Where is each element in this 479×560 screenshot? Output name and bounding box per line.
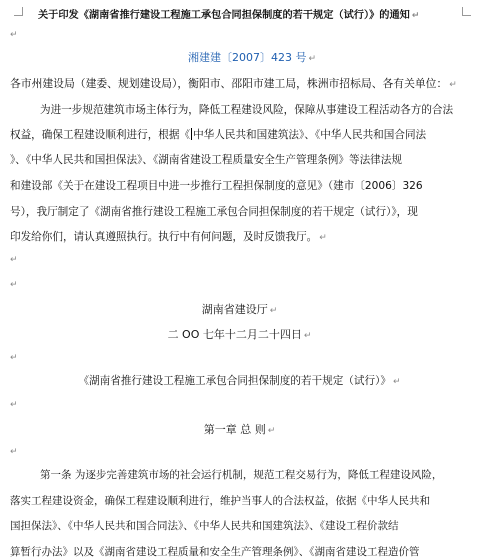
issuer: 湖南省建设厅 ↵ (201, 303, 278, 316)
document-title: 关于印发《湖南省推行建设工程施工承包合同担保制度的若干规定（试行）》的通知 ↵ (38, 10, 420, 21)
body-line: 和建设部《关于在建设工程项目中进一步推行工程担保制度的意见》（建市〔2006〕326 (10, 180, 423, 192)
body-line: 为进一步规范建筑市场主体行为，降低工程建设风险，保障从事建设工程活动各方的合法 (40, 104, 454, 116)
article-line: 国担保法》、《中华人民共和国合同法》、《中华人民共和国建筑法》、《建设工程价款结 (10, 520, 399, 532)
regulation-title: 《湖南省推行建设工程施工承包合同担保制度的若干规定（试行）》 ↵ (78, 375, 401, 387)
article-line: 落实工程建设资金，确保工程建设顺利进行，维护当事人的合法权益，依据《中华人民共和 (10, 495, 430, 507)
body-line: 印发给你们，请认真遵照执行。执行中有何问题，及时反馈我厅。 ↵ (10, 231, 327, 243)
addressees: 各市州建设局（建委、规划建设局），衡阳市、邵阳市建工局，株洲市招标局、各有关单位： ↵ (10, 77, 457, 90)
issue-date: 二 OO 七年十二月二十四日 ↵ (167, 328, 312, 341)
body-line: 权益，确保工程建设顺利进行，根据《 中华人民共和国建筑法》、《中华人民共和国合同法 (10, 129, 427, 141)
paragraph-mark: ↵ (10, 30, 18, 40)
body-line: 号），我厅制定了《湖南省推行建设工程施工承包合同担保制度的若干规定（试行）》，现 (10, 206, 418, 218)
paragraph-mark: ↵ (10, 280, 18, 290)
paragraph-mark: ↵ (10, 447, 18, 457)
chapter-heading: 第一章 总 则 ↵ (203, 423, 276, 436)
text-cursor[interactable] (191, 128, 192, 140)
body-line: 》、《中华人民共和国担保法》、《湖南省建设工程质量安全生产管理条例》等法律法规 (10, 154, 402, 166)
article-line: 算暂行办法》以及《湖南省建设工程质量和安全生产管理条例》、《湖南省建设工程造价管 (10, 546, 420, 558)
article-line: 第一条 为逐步完善建筑市场的社会运行机制，规范工程交易行为，降低工程建设风险， (40, 469, 443, 481)
document-number: 湘建建〔2007〕423 号 ↵ (188, 51, 317, 64)
paragraph-mark: ↵ (10, 400, 18, 410)
paragraph-mark: ↵ (10, 353, 18, 363)
margin-corner-mark (14, 7, 23, 16)
paragraph-mark: ↵ (10, 255, 18, 265)
margin-corner-mark (462, 7, 471, 16)
